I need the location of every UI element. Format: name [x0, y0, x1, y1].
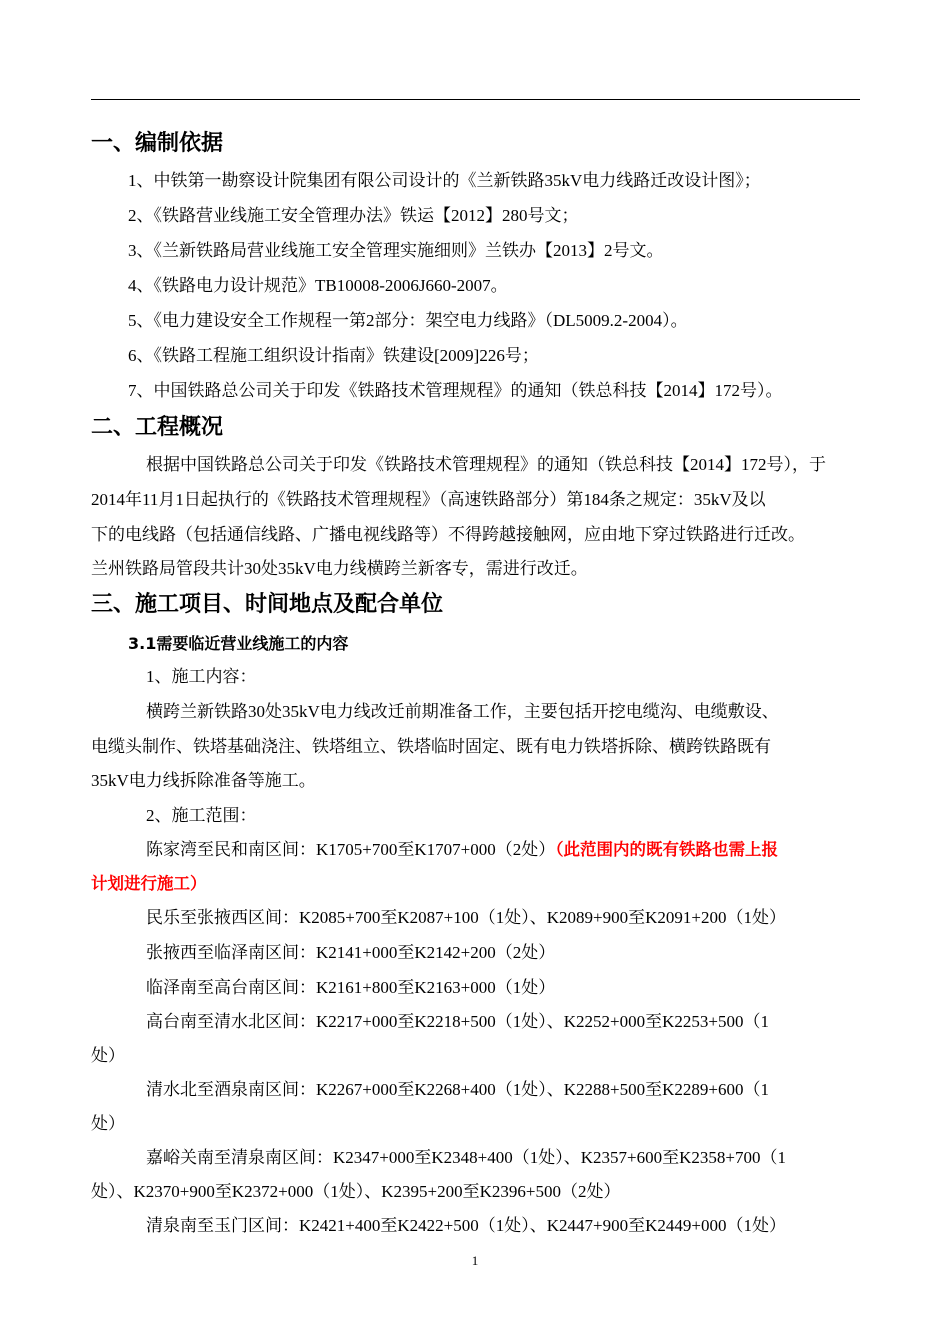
section-heading-basis: 一、编制依据 [91, 131, 224, 156]
basis-item: 4、《铁路电力设计规范》TB10008-2006J660-2007。 [128, 276, 508, 295]
page-number: 1 [471, 1253, 479, 1268]
range-line: 清水北至酒泉南区间：K2267+000至K2268+400（1处）、K2288+500至K2289+600（1 [146, 1080, 769, 1099]
range-line-1 [146, 838, 778, 862]
basis-item: 1、中铁第一勘察设计院集团有限公司设计的《兰新铁路35kV电力线路迁改设计图》； [128, 171, 761, 190]
basis-item: 6、《铁路工程施工组织设计指南》铁建设[2009]226号； [128, 346, 539, 365]
sub-heading: 3.1需要临近营业线施工的内容 [128, 634, 349, 653]
range-line: 处）、K2370+900至K2372+000（1处）、K2395+200至K2396+500（2处） [91, 1182, 621, 1201]
content-line: 横跨兰新铁路30处35kV电力线改迁前期准备工作，主要包括开挖电缆沟、电缆敷设、 [146, 702, 779, 721]
range-note: （此范围内的既有铁路也需上报 [555, 840, 778, 859]
range-text: 陈家湾至民和南区间：K1705+700至K1707+000（2处） [146, 840, 556, 859]
header-rule [91, 99, 860, 100]
range-line: 嘉峪关南至清泉南区间：K2347+000至K2348+400（1处）、K2357+600至K2358+700（1 [146, 1148, 786, 1167]
basis-item: 2、《铁路营业线施工安全管理办法》铁运【2012】280号文； [128, 206, 579, 225]
range-label: 2、施工范围： [146, 806, 257, 825]
range-line: 处） [91, 1046, 125, 1065]
section-heading-overview: 二、工程概况 [91, 415, 224, 440]
content-label: 1、施工内容： [146, 667, 257, 686]
overview-line: 下的电线路（包括通信线路、广播电视线路等）不得跨越接触网，应由地下穿过铁路进行迁改。 [91, 525, 805, 544]
range-line: 高台南至清水北区间：K2217+000至K2218+500（1处）、K2252+000至K2253+500（1 [146, 1012, 769, 1031]
overview-line: 兰州铁路局管段共计30处35kV电力线横跨兰新客专，需进行改迁。 [91, 559, 588, 578]
basis-item: 5、《电力建设安全工作规程一第2部分：架空电力线路》（DL5009.2-2004）。 [128, 311, 688, 330]
content-line: 35kV电力线拆除准备等施工。 [91, 771, 316, 790]
range-line: 清泉南至玉门区间：K2421+400至K2422+500（1处）、K2447+900至K2449+000（1处） [146, 1216, 786, 1235]
overview-line: 2014年11月1日起执行的《铁路技术管理规程》（高速铁路部分）第184条之规定：35kV及以 [91, 490, 766, 509]
basis-item: 3、《兰新铁路局营业线施工安全管理实施细则》兰铁办【2013】2号文。 [128, 241, 664, 260]
range-note-continued: 计划进行施工） [91, 874, 207, 893]
section-heading-construction: 三、施工项目、时间地点及配合单位 [91, 592, 444, 617]
content-line: 电缆头制作、铁塔基础浇注、铁塔组立、铁塔临时固定、既有电力铁塔拆除、横跨铁路既有 [91, 737, 771, 756]
range-line: 处） [91, 1114, 125, 1133]
range-line: 张掖西至临泽南区间：K2141+000至K2142+200（2处） [146, 943, 556, 962]
range-line: 民乐至张掖西区间：K2085+700至K2087+100（1处）、K2089+900至K2091+200（1处） [146, 908, 786, 927]
basis-item: 7、中国铁路总公司关于印发《铁路技术管理规程》的通知（铁总科技【2014】172号）。 [128, 381, 783, 400]
overview-line: 根据中国铁路总公司关于印发《铁路技术管理规程》的通知（铁总科技【2014】172号），于 [146, 455, 826, 474]
range-line: 临泽南至高台南区间：K2161+800至K2163+000（1处） [146, 978, 556, 997]
